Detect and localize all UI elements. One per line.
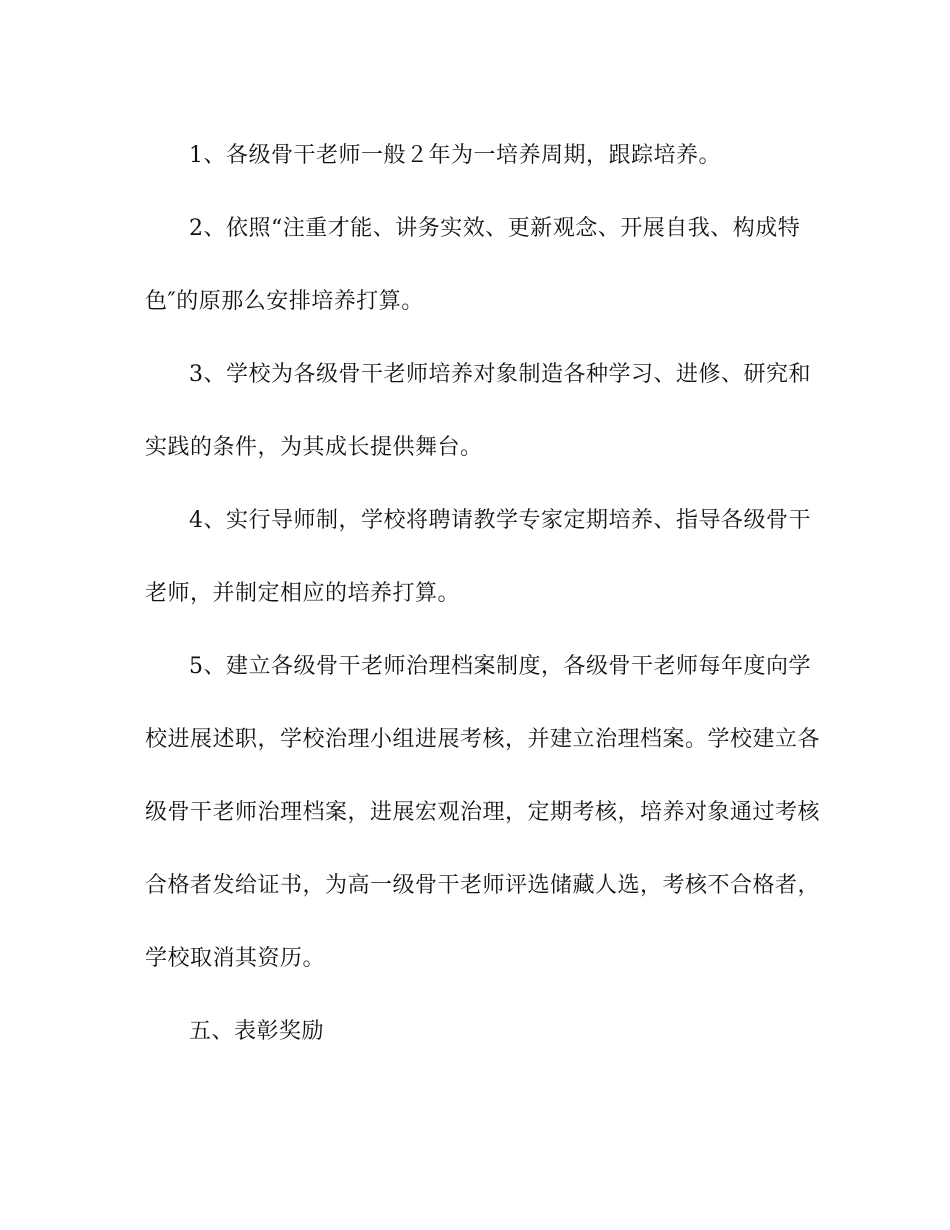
- paragraph-5-line-1: 5、建立各级骨干老师治理档案制度，各级骨干老师每年度向学: [189, 654, 811, 679]
- paragraph-5-line-2: 校进展述职，学校治理小组进展考核，并建立治理档案。学校建立各: [145, 727, 821, 752]
- paragraph-5-line-3: 级骨干老师治理档案，进展宏观治理，定期考核，培养对象通过考核: [145, 800, 821, 825]
- paragraph-2-line-1: 2、依照“注重才能、讲务实效、更新观念、开展自我、构成特: [189, 216, 801, 241]
- section-heading: 五、表彰奖励: [189, 1019, 325, 1044]
- paragraph-2-line-2: 色″的原那么安排培养打算。: [145, 289, 424, 314]
- paragraph-3-line-2: 实践的条件，为其成长提供舞台。: [145, 435, 483, 460]
- paragraph-5-line-5: 学校取消其资历。: [145, 946, 326, 971]
- paragraph-4-line-1: 4、实行导师制，学校将聘请教学专家定期培养、指导各级骨干: [189, 508, 811, 533]
- paragraph-1-line-1: 1、各级骨干老师一般２年为一培养周期，跟踪培养。: [189, 143, 721, 168]
- paragraph-4-line-2: 老师，并制定相应的培养打算。: [145, 581, 461, 606]
- paragraph-5-line-4: 合格者发给证书，为高一级骨干老师评选储藏人选，考核不合格者，: [145, 873, 821, 898]
- paragraph-3-line-1: 3、学校为各级骨干老师培养对象制造各种学习、进修、研究和: [189, 362, 811, 387]
